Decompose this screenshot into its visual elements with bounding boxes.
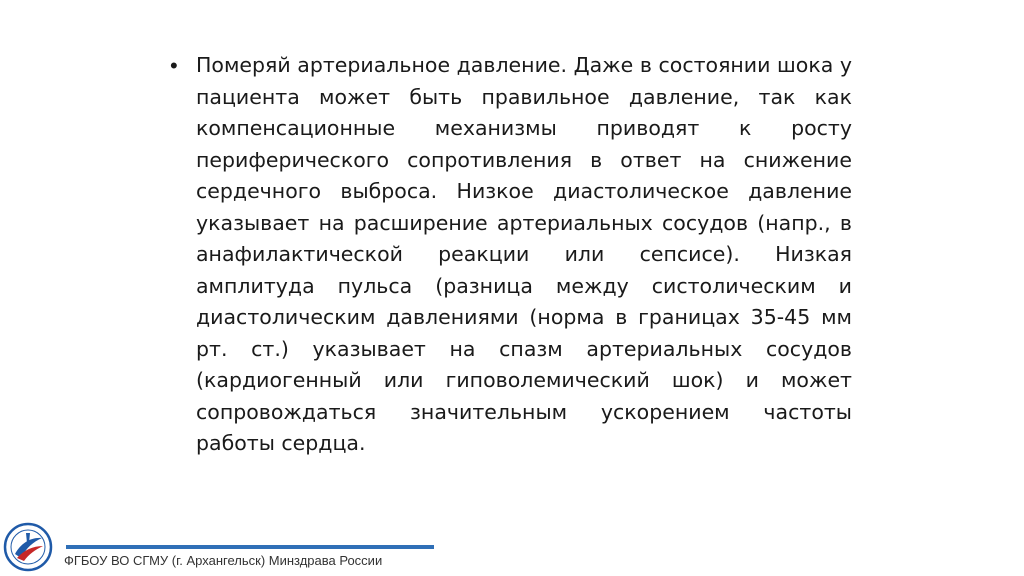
bullet-paragraph: Померяй артериальное давление. Даже в состоянии шока у пациента может быть правильное давление, так как компенсационные механизмы приводят к росту периферического сопротивления в ответ на снижение сердечного выброса. Низкое диастолическое давление указывает на расширение артериальных сосудов (напр., в анафилактической реакции или сепсисе). Низкая амплитуда пульса (разница между систолическим и диастолическим давлениями (норма в границах 35-45 мм рт. ст.) указывает на спазм артериальных сосудов (кардиогенный или гиповолемический шок) и может сопровождаться значительным ускорением частоты работы сердца. [196, 53, 852, 455]
slide-content [168, 50, 852, 460]
footer-rule [66, 545, 434, 549]
bullet-item [168, 50, 852, 460]
bullet-marker: • [170, 53, 178, 78]
university-emblem-icon [2, 521, 54, 573]
footer-institution: ФГБОУ ВО СГМУ (г. Архангельск) Минздрава России [64, 553, 383, 568]
